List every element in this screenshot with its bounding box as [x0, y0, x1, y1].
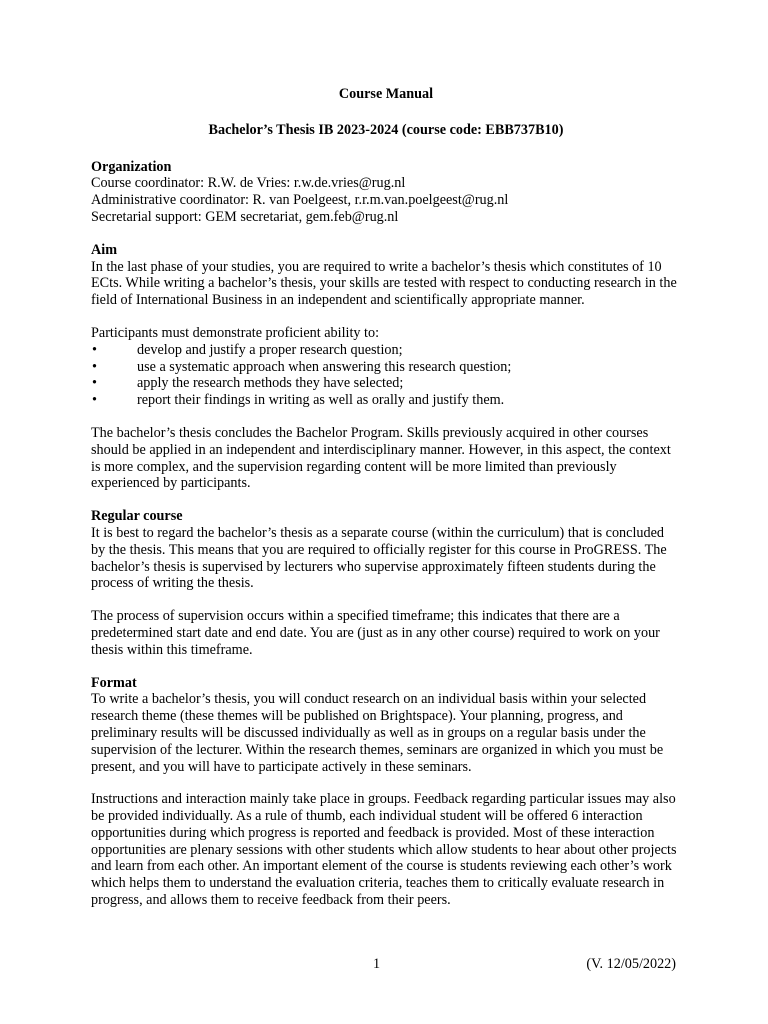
- document-title: Course Manual: [338, 86, 434, 102]
- administrative-coordinator-line: Administrative coordinator: R. van Poelgeest, r.r.m.van.poelgeest@rug.nl: [91, 192, 509, 209]
- course-coordinator-line: Course coordinator: R.W. de Vries: r.w.de.vries@rug.nl: [91, 175, 406, 192]
- aim-paragraph-1: In the last phase of your studies, you are required to write a bachelor’s thesis which constitutes of 10 ECts. While writing a bachelor’s thesis, your skills are tested with respect to conducting research in the field of International Business in an independent and scientifically appropriate manner.: [91, 258, 677, 309]
- format-heading: Format: [91, 674, 137, 691]
- bullet-icon: •: [92, 358, 97, 375]
- aim-heading: Aim: [91, 241, 118, 258]
- regular-course-paragraph-2: The process of supervision occurs within a specified timeframe; this indicates that there are a predetermined start date and end date. You are (just as in any other course) required to work on your thesis within this timeframe.: [91, 608, 660, 658]
- list-item: [91, 392, 681, 409]
- section-organization: [91, 159, 681, 226]
- list-item: [91, 342, 681, 359]
- bullet-icon: •: [92, 341, 97, 358]
- regular-course-heading: Regular course: [91, 508, 183, 525]
- bullet-icon: •: [92, 375, 97, 392]
- bullet-icon: •: [92, 392, 97, 409]
- version-label: (V. 12/05/2022): [586, 956, 676, 972]
- aim-bullet-list: [91, 342, 681, 409]
- list-item-text: report their findings in writing as well as orally and justify them.: [137, 392, 505, 409]
- document-body: [91, 86, 681, 909]
- list-item: [91, 375, 681, 392]
- list-item: [91, 359, 681, 376]
- section-format: [91, 675, 681, 909]
- format-paragraph-1: To write a bachelor’s thesis, you will conduct research on an individual basis within your selected research theme (these themes will be published on Brightspace). Your planning, progress, and preliminary results will be discussed individually as well as in groups on a regular basis under the supervision of the lecturer. Within the research themes, seminars are organized in which you must be present, and you will have to participate actively in these seminars.: [91, 691, 664, 775]
- section-regular-course: [91, 508, 681, 658]
- list-item-text: use a systematic approach when answering this research question;: [137, 358, 512, 375]
- section-aim: [91, 242, 681, 492]
- aim-intro: Participants must demonstrate proficient ability to:: [91, 324, 380, 341]
- page-footer: [0, 956, 768, 973]
- secretarial-support-line: Secretarial support: GEM secretariat, gem.feb@rug.nl: [91, 208, 399, 225]
- page-number: 1: [373, 956, 381, 972]
- list-item-text: apply the research methods they have selected;: [137, 375, 404, 392]
- document-subtitle: Bachelor’s Thesis IB 2023-2024 (course code: EBB737B10): [208, 121, 564, 138]
- organization-heading: Organization: [91, 158, 172, 175]
- format-paragraph-2: Instructions and interaction mainly take place in groups. Feedback regarding particular issues may also be provided individually. As a rule of thumb, each individual student will be offered 6 interaction opportunities during which progress is reported and feedback is provided. Most of these interaction opportunities are plenary sessions with other students which allow students to hear about other projects and learn from each other. An important element of the course is students reviewing each other’s work which helps them to understand the evaluation criteria, teaches them to critically evaluate research in progress, and allows them to receive feedback from their peers.: [91, 791, 677, 909]
- list-item-text: develop and justify a proper research question;: [137, 341, 403, 358]
- aim-paragraph-2: The bachelor’s thesis concludes the Bachelor Program. Skills previously acquired in other courses should be applied in an independent and interdisciplinary manner. However, in this aspect, the context is more complex, and the supervision regarding content will be more limited than previously experienced by participants.: [91, 424, 671, 492]
- regular-course-paragraph-1: It is best to regard the bachelor’s thesis as a separate course (within the curriculum) that is concluded by the thesis. This means that you are required to officially register for this course in ProGRESS. The bachelor’s thesis is supervised by lecturers who supervise approximately fifteen students during the process of writing the thesis.: [91, 524, 667, 592]
